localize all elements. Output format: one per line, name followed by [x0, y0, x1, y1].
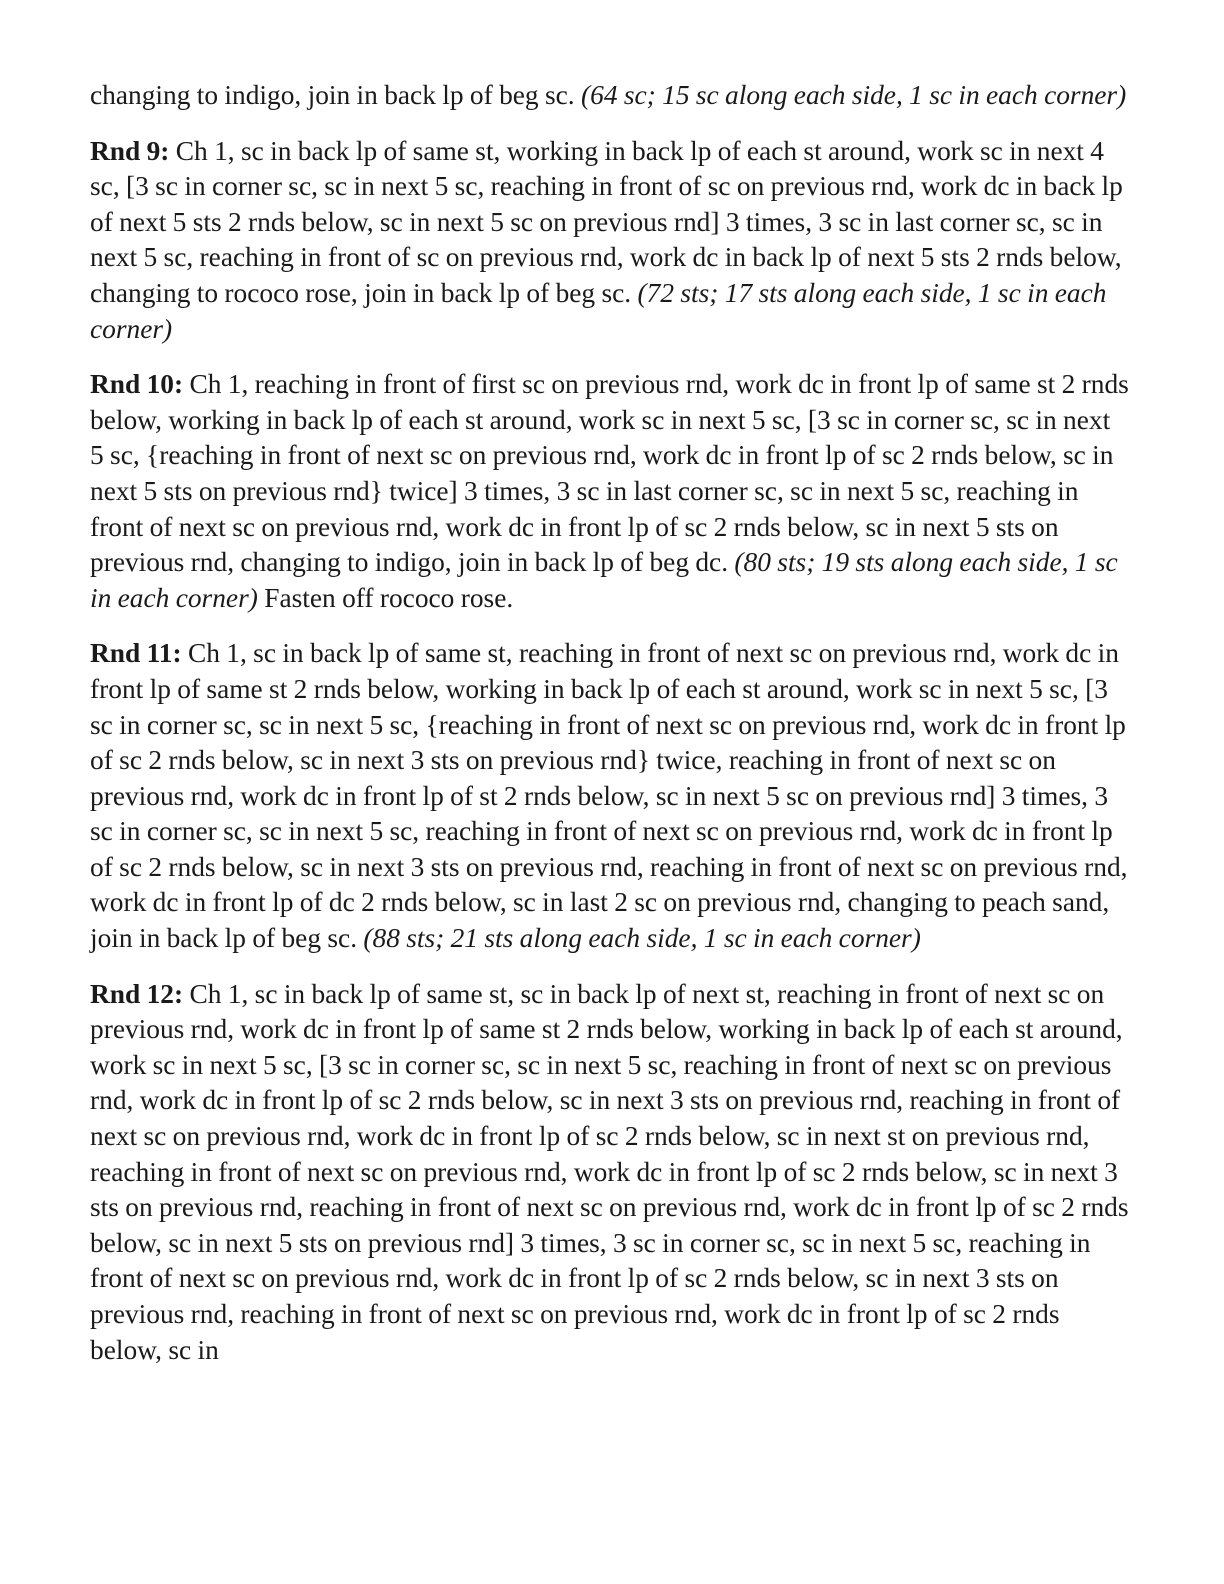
round-label: Rnd 10:: [90, 369, 184, 400]
round-instructions: Ch 1, sc in back lp of same st, working in back lp of each st around, work sc in next 4 sc, [3 sc in corner sc, sc in next 5 sc, reaching in front of sc on previous rnd, work dc in back lp of next 5 sts 2 rnds below, sc in next 5 sc on previous rnd] 3 times, 3 sc in last corner sc, sc in next 5 sc, reaching in front of sc on previous rnd, work dc in back lp of next 5 sts 2 rnds below, changing to rococo rose, join in back lp of beg sc.: [90, 135, 1123, 308]
round-instructions: Ch 1, sc in back lp of same st, sc in back lp of next st, reaching in front of next sc on previous rnd, work dc in front lp of same st 2 rnds below, working in back lp of each st around, work sc in next 5 sc, [3 sc in corner sc, sc in next 5 sc, reaching in front of next sc on previous rnd, work dc in front lp of sc 2 rnds below, sc in next 3 sts on previous rnd, reaching in front of next sc on previous rnd, work dc in front lp of sc 2 rnds below, sc in next st on previous rnd, reaching in front of next sc on previous rnd, work dc in front lp of sc 2 rnds below, sc in next 3 sts on previous rnd, reaching in front of next sc on previous rnd, work dc in front lp of sc 2 rnds below, sc in next 5 sts on previous rnd] 3 times, 3 sc in corner sc, sc in next 5 sc, reaching in front of next sc on previous rnd, work dc in front lp of sc 2 rnds below, sc in next 3 sts on previous rnd, reaching in front of next sc on previous rnd, work dc in front lp of sc 2 rnds below, sc in: [90, 978, 1129, 1365]
round-note: Fasten off rococo rose.: [257, 582, 514, 613]
round-instructions: changing to indigo, join in back lp of beg sc.: [90, 80, 581, 110]
document-page: [90, 78, 1130, 1388]
stitch-count: (80 sts; 19 sts along each side, 1 sc in each corner): [90, 547, 1118, 613]
paragraph-continuation: [90, 78, 1130, 114]
paragraph-rnd-9: [90, 134, 1130, 348]
stitch-count: (72 sts; 17 sts along each side, 1 sc in each corner): [90, 277, 1107, 344]
paragraph-rnd-11: [90, 636, 1130, 956]
round-label: Rnd 9:: [90, 135, 170, 166]
stitch-count: (64 sc; 15 sc along each side, 1 sc in each corner): [581, 80, 1127, 110]
round-label: Rnd 12:: [90, 978, 184, 1009]
paragraph-rnd-10: [90, 367, 1130, 616]
round-instructions: Ch 1, reaching in front of first sc on previous rnd, work dc in front lp of same st 2 rnds below, working in back lp of each st around, work sc in next 5 sc, [3 sc in corner sc, sc in next 5 sc, {reaching in front of next sc on previous rnd, work dc in front lp of sc 2 rnds below, sc in next 5 sts on previous rnd} twice] 3 times, 3 sc in last corner sc, sc in next 5 sc, reaching in front of next sc on previous rnd, work dc in front lp of sc 2 rnds below, sc in next 5 sts on previous rnd, changing to indigo, join in back lp of beg dc.: [90, 369, 1129, 578]
paragraph-rnd-12: [90, 977, 1130, 1369]
round-instructions: Ch 1, sc in back lp of same st, reaching in front of next sc on previous rnd, work dc in front lp of same st 2 rnds below, working in back lp of each st around, work sc in next 5 sc, [3 sc in corner sc, sc in next 5 sc, {reaching in front of next sc on previous rnd, work dc in front lp of sc 2 rnds below, sc in next 3 sts on previous rnd} twice, reaching in front of next sc on previous rnd, work dc in front lp of st 2 rnds below, sc in next 5 sc on previous rnd] 3 times, 3 sc in corner sc, sc in next 5 sc, reaching in front of next sc on previous rnd, work dc in front lp of sc 2 rnds below, sc in next 3 sts on previous rnd, reaching in front of next sc on previous rnd, work dc in front lp of dc 2 rnds below, sc in last 2 sc on previous rnd, changing to peach sand, join in back lp of beg sc.: [90, 638, 1128, 954]
round-label: Rnd 11:: [90, 638, 182, 669]
stitch-count: (88 sts; 21 sts along each side, 1 sc in each corner): [363, 923, 921, 954]
